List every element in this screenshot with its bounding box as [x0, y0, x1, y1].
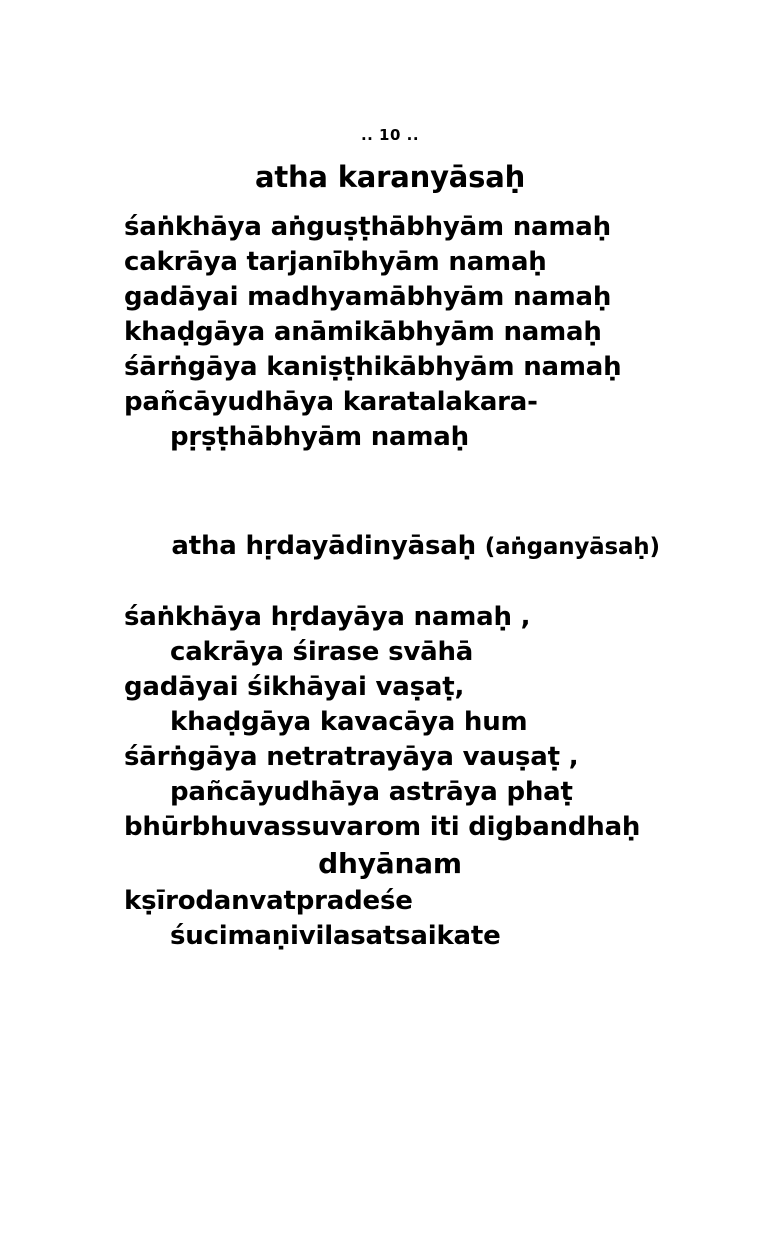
verse-line: śaṅkhāya hṛdayāya namaḥ , — [124, 601, 531, 632]
section-heading-karanyasah: atha karanyāsaḥ — [254, 160, 526, 194]
document-page — [0, 126, 780, 1234]
page-number: .. 10 .. — [360, 126, 420, 144]
verse-line: khaḍgāya kavacāya hum — [170, 706, 528, 737]
verse-line: pañcāyudhāya astrāya phaṭ — [170, 776, 573, 807]
verse-line: kṣīrodanvatpradeśe — [124, 885, 413, 916]
section-heading-hrdayadinyasah-main: atha hṛdayādinyāsaḥ — [171, 530, 485, 561]
verse-line: śucimaṇivilasatsaikate — [170, 920, 501, 951]
verse-line: śārṅgāya kaniṣṭhikābhyām namaḥ — [124, 351, 622, 382]
verse-line: śārṅgāya netratrayāya vauṣaṭ , — [124, 741, 579, 772]
section-heading-hrdayadinyasah — [0, 501, 780, 591]
section-heading-dhyanam: dhyānam — [318, 846, 462, 880]
verse-block-karanyasah — [0, 210, 780, 455]
verse-line: khaḍgāya anāmikābhyām namaḥ — [124, 316, 602, 347]
verse-block-dhyanam — [0, 884, 780, 954]
verse-line: pañcāyudhāya karatalakara- — [124, 386, 538, 417]
verse-line: cakrāya tarjanībhyām namaḥ — [124, 246, 547, 277]
section-heading-hrdayadinyasah-paren: (aṅganyāsaḥ) — [484, 533, 660, 560]
verse-line: gadāyai śikhāyai vaṣaṭ, — [124, 671, 465, 702]
verse-line: cakrāya śirase svāhā — [170, 636, 474, 667]
verse-line: gadāyai madhyamābhyām namaḥ — [124, 281, 612, 312]
verse-line: pṛṣṭhābhyām namaḥ — [170, 421, 469, 452]
verse-block-hrdayadinyasah — [0, 600, 780, 845]
verse-line: śaṅkhāya aṅguṣṭhābhyām namaḥ — [124, 212, 611, 242]
verse-line: bhūrbhuvassuvarom iti digbandhaḥ — [124, 811, 641, 842]
